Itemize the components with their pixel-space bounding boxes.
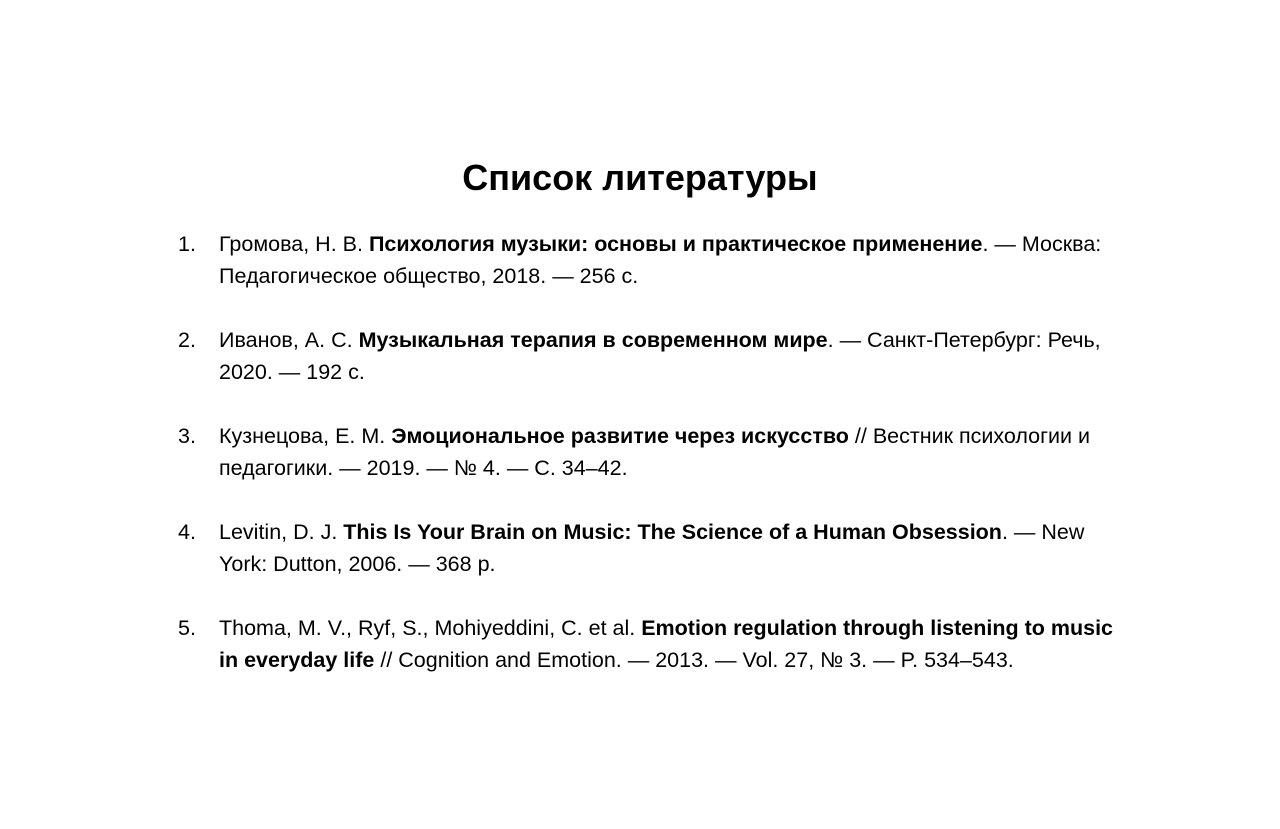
item-title: Emotion regulation through listening to music in everyday life <box>219 616 1113 672</box>
item-number: 3. <box>178 424 196 448</box>
item-details: // Вестник психологии и педагогики. — 2019. — № 4. — С. 34–42. <box>219 424 1090 480</box>
bibliography-item-3 <box>178 420 1138 484</box>
bibliography-item-5 <box>178 612 1138 676</box>
item-details: . — Санкт-Петербург: Речь, 2020. — 192 с. <box>219 328 1101 384</box>
item-details: // Cognition and Emotion. — 2013. — Vol. 27, № 3. — P. 534–543. <box>374 648 1014 672</box>
page-title: Список литературы <box>462 157 818 198</box>
item-author: Кузнецова, Е. М. <box>219 424 392 448</box>
item-title: This Is Your Brain on Music: The Science of a Human Obsession <box>343 520 1002 544</box>
item-number: 4. <box>178 520 196 544</box>
bibliography-item-1 <box>178 228 1138 292</box>
item-author: Levitin, D. J. <box>219 520 344 544</box>
item-author: Иванов, А. С. <box>219 328 359 352</box>
item-title: Музыкальная терапия в современном мире <box>358 328 828 352</box>
item-author: Громова, Н. В. <box>219 232 369 256</box>
item-title: Эмоциональное развитие через искусство <box>391 424 849 448</box>
bibliography-list <box>178 228 1138 708</box>
item-author: Thoma, M. V., Ryf, S., Mohiyeddini, C. et al. <box>219 616 642 640</box>
item-title: Психология музыки: основы и практическое применение <box>368 232 983 256</box>
item-details: . — New York: Dutton, 2006. — 368 p. <box>219 520 1085 576</box>
item-number: 1. <box>178 232 196 256</box>
item-number: 5. <box>178 616 196 640</box>
item-details: . — Москва: Педагогическое общество, 2018. — 256 с. <box>219 232 1102 288</box>
bibliography-item-4 <box>178 516 1138 580</box>
bibliography-item-2 <box>178 324 1138 388</box>
item-number: 2. <box>178 328 196 352</box>
